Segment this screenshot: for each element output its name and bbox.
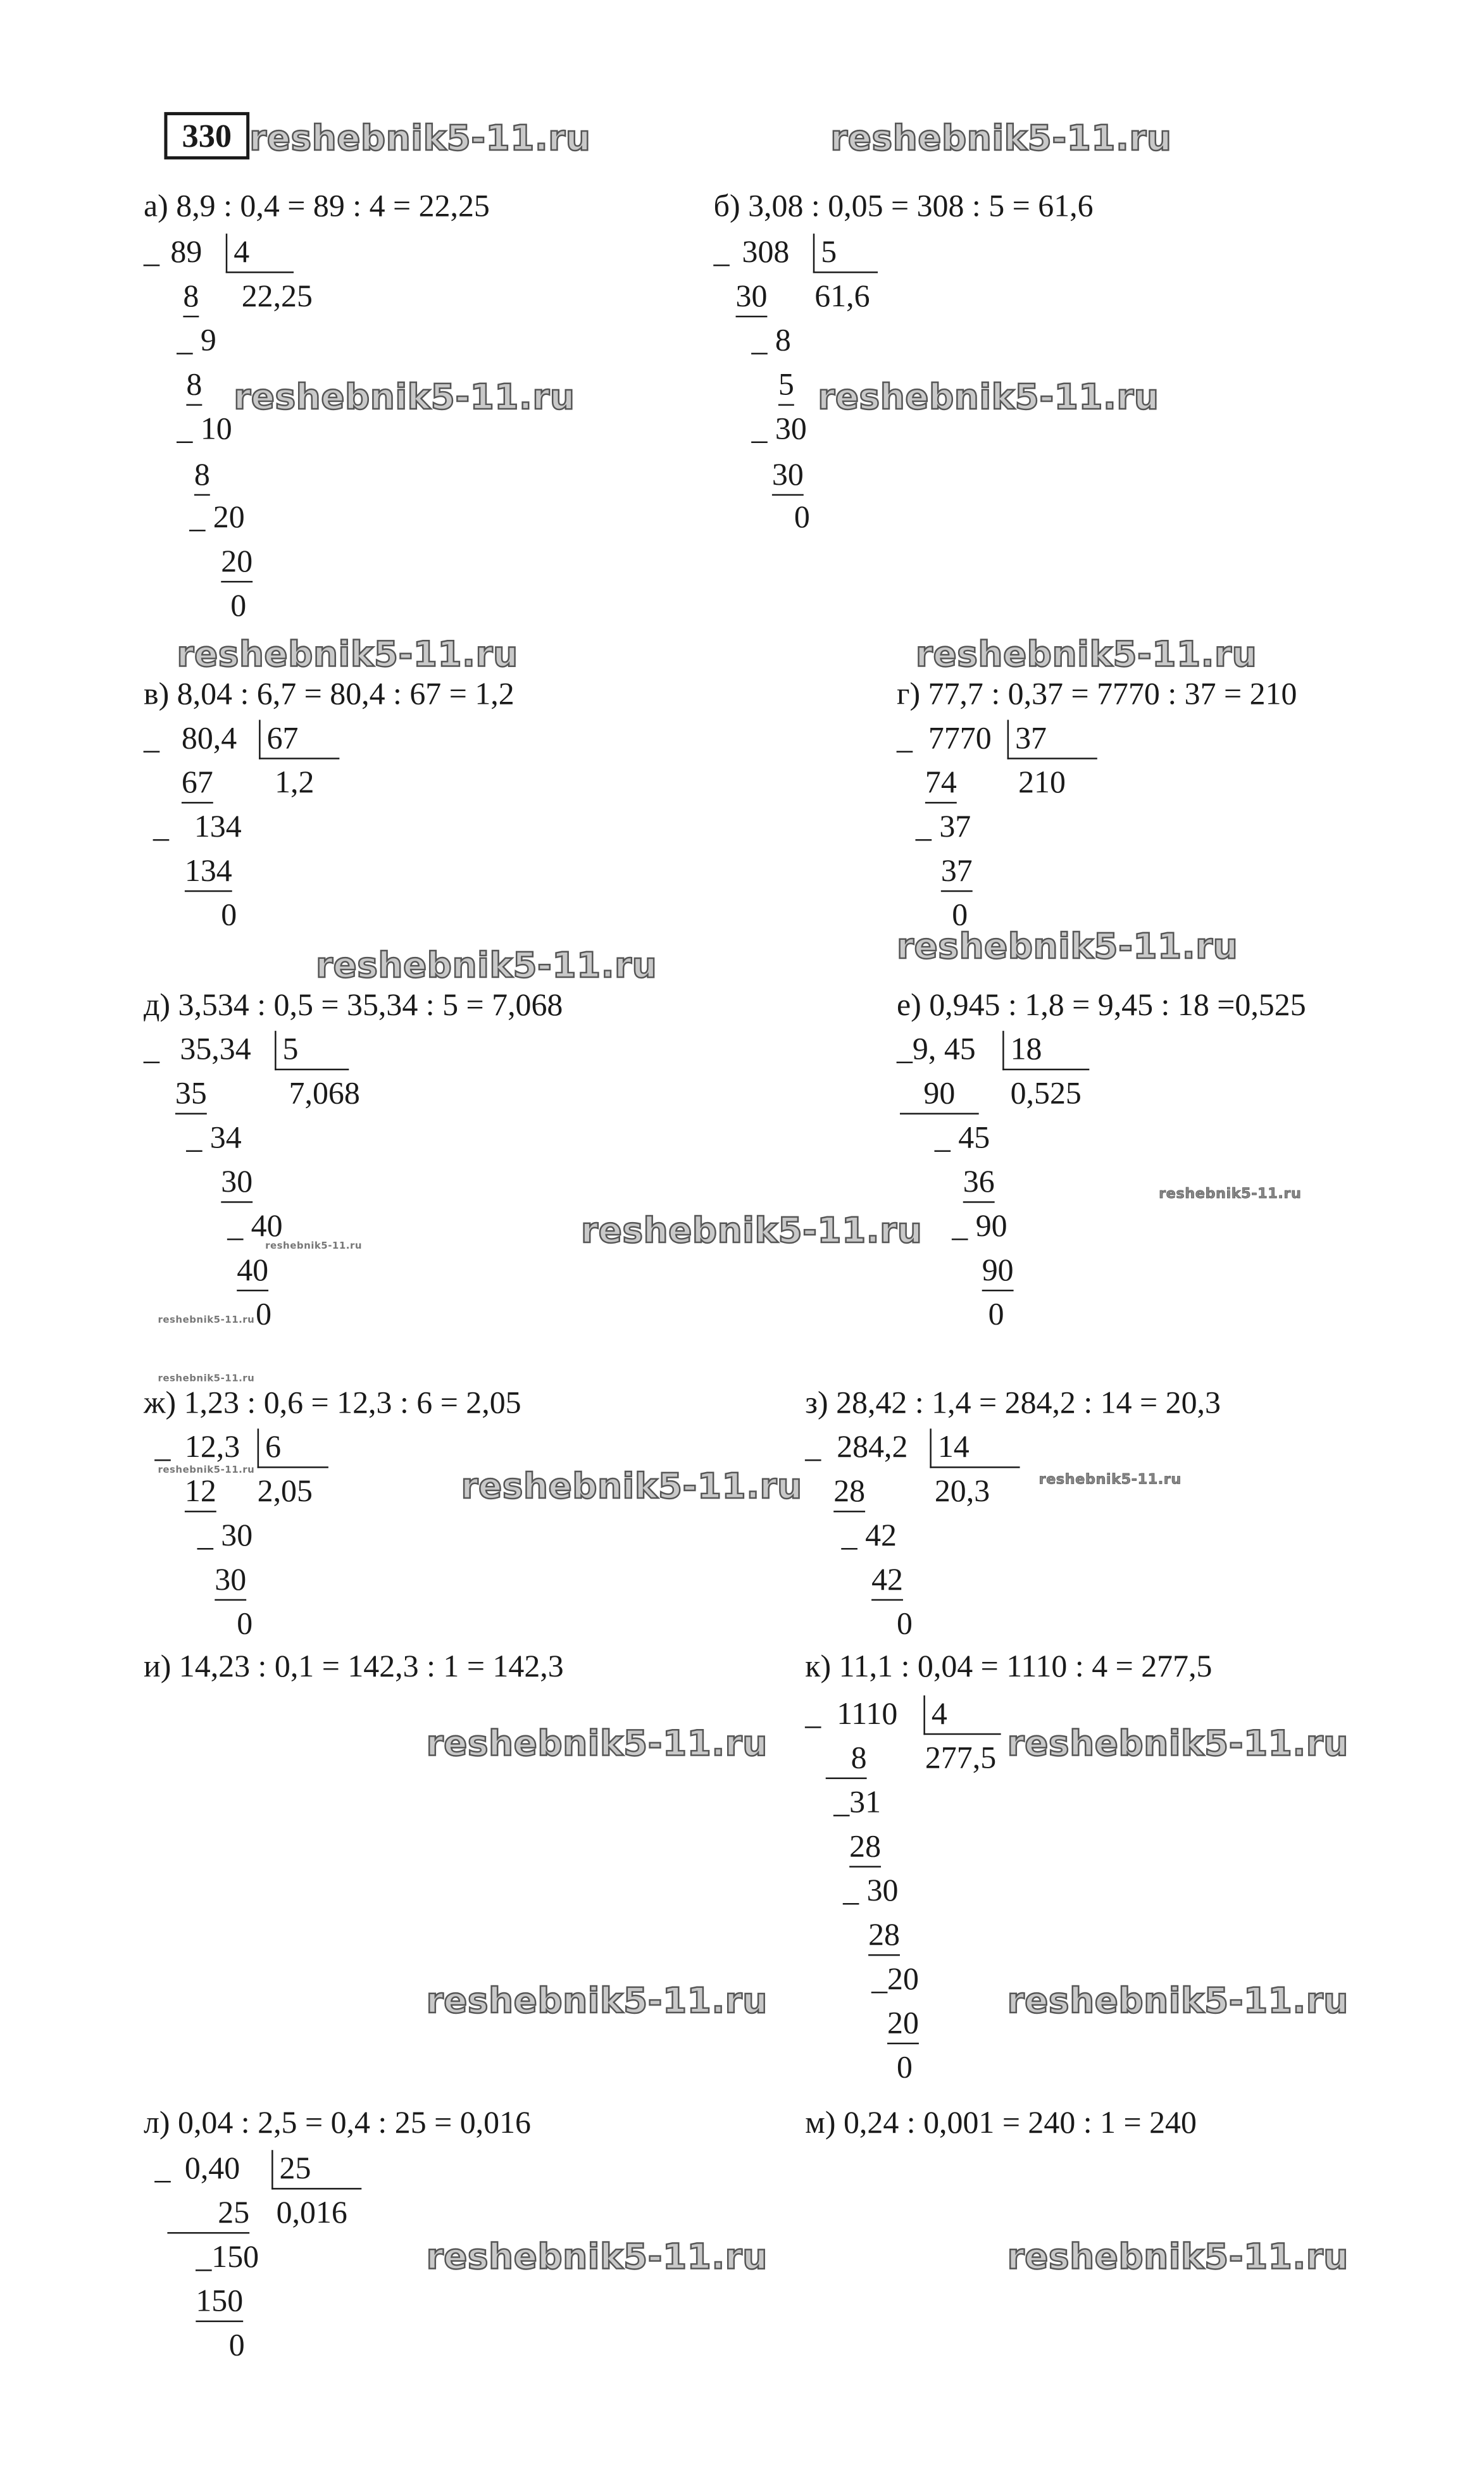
final-remainder: 0 <box>896 2051 913 2085</box>
dividend: 35,34 <box>180 1032 251 1068</box>
equation-z: з) 28,42 : 1,4 = 284,2 : 14 = 20,3 <box>805 1385 1221 1421</box>
minus-sign: _ <box>805 1697 821 1732</box>
subtrahend: 40 <box>237 1252 268 1291</box>
subtrahend: 8 <box>194 456 210 496</box>
final-remainder: 0 <box>230 589 247 624</box>
remainder: _ 20 <box>189 500 245 535</box>
dividend: _9, 45 <box>896 1032 976 1068</box>
minus-sign: _ <box>713 235 730 270</box>
quotient: 0,525 <box>1010 1077 1082 1111</box>
equation-m: м) 0,24 : 0,001 = 240 : 1 = 240 <box>805 2106 1197 2141</box>
equation-b: б) 3,08 : 0,05 = 308 : 5 = 61,6 <box>713 189 1094 225</box>
divisor: 4 <box>226 234 294 273</box>
subtrahend: 42 <box>871 1561 903 1601</box>
task-number: 330 <box>164 112 249 159</box>
subtrahend: 134 <box>185 852 232 892</box>
minus-sign: _ <box>144 721 159 756</box>
quotient: 7,068 <box>289 1077 360 1111</box>
remainder: _ 30 <box>843 1873 899 1909</box>
watermark: reshebnik5-11.ru <box>426 1982 768 2023</box>
remainder: _ 40 <box>227 1209 283 1244</box>
equation-v: в) 8,04 : 6,7 = 80,4 : 67 = 1,2 <box>144 677 514 712</box>
minus-sign: _ <box>144 1032 159 1068</box>
remainder: _20 <box>871 1962 919 1997</box>
subtrahend: 8 <box>826 1740 867 1779</box>
divisor: 4 <box>923 1695 1001 1735</box>
watermark: reshebnik5-11.ru <box>426 2238 768 2278</box>
subtrahend: 8 <box>186 366 202 406</box>
dividend: 1110 <box>837 1697 898 1732</box>
dividend: 7770 <box>928 721 992 756</box>
dividend: 308 <box>742 235 790 270</box>
watermark: reshebnik5-11.ru <box>896 928 1238 968</box>
remainder: _ 90 <box>952 1209 1007 1244</box>
remainder: _ 42 <box>841 1518 897 1554</box>
subtrahend: 37 <box>941 852 973 892</box>
final-remainder: 0 <box>237 1607 253 1642</box>
quotient: 2,05 <box>257 1474 313 1509</box>
dividend: 284,2 <box>837 1430 908 1465</box>
equation-a: а) 8,9 : 0,4 = 89 : 4 = 22,25 <box>144 189 490 225</box>
remainder: _ 8 <box>751 323 791 359</box>
subtrahend: 30 <box>221 1163 253 1202</box>
quotient: 0,016 <box>276 2195 347 2231</box>
equation-d: д) 3,534 : 0,5 = 35,34 : 5 = 7,068 <box>144 988 563 1023</box>
watermark: reshebnik5-11.ru <box>830 120 1172 159</box>
subtrahend: 150 <box>196 2283 243 2322</box>
remainder: _ 30 <box>197 1518 253 1554</box>
equation-l: л) 0,04 : 2,5 = 0,4 : 25 = 0,016 <box>144 2106 531 2141</box>
equation-k: к) 11,1 : 0,04 = 1110 : 4 = 277,5 <box>805 1649 1213 1685</box>
divisor: 5 <box>275 1031 349 1070</box>
watermark: reshebnik5-11.ru <box>1007 1982 1349 2023</box>
minus-sign: _ <box>144 235 159 270</box>
minus-sign: _ <box>153 809 169 845</box>
subtrahend: 28 <box>868 1916 900 1956</box>
quotient: 277,5 <box>925 1741 997 1776</box>
equation-zh: ж) 1,23 : 0,6 = 12,3 : 6 = 2,05 <box>144 1385 521 1421</box>
final-remainder: 0 <box>794 500 810 535</box>
equation-e: е) 0,945 : 1,8 = 9,45 : 18 =0,525 <box>896 988 1306 1023</box>
subtrahend: 30 <box>215 1561 246 1601</box>
subtrahend: 74 <box>925 764 957 803</box>
remainder: 134 <box>194 809 242 845</box>
divisor: 18 <box>1002 1031 1089 1070</box>
divisor: 37 <box>1007 720 1097 759</box>
final-remainder: 0 <box>896 1607 913 1642</box>
divisor: 14 <box>930 1428 1019 1468</box>
divisor: 6 <box>258 1428 328 1468</box>
watermark: reshebnik5-11.ru <box>158 1464 255 1476</box>
dividend: 12,3 <box>184 1430 240 1465</box>
minus-sign: _ <box>805 1430 821 1465</box>
subtrahend: 67 <box>182 764 213 803</box>
subtrahend: 90 <box>982 1252 1014 1291</box>
minus-sign: _ <box>154 2151 171 2187</box>
final-remainder: 0 <box>228 2328 245 2363</box>
minus-sign: _ <box>896 721 913 756</box>
watermark: reshebnik5-11.ru <box>1038 1473 1182 1489</box>
watermark: reshebnik5-11.ru <box>426 1725 768 1765</box>
subtrahend: 30 <box>736 278 768 317</box>
remainder: _150 <box>196 2240 259 2275</box>
dividend: 0,40 <box>184 2151 240 2187</box>
watermark: reshebnik5-11.ru <box>1159 1187 1302 1203</box>
watermark: reshebnik5-11.ru <box>818 378 1159 418</box>
watermark: reshebnik5-11.ru <box>461 1468 802 1508</box>
watermark: reshebnik5-11.ru <box>915 636 1257 676</box>
final-remainder: 0 <box>988 1297 1004 1333</box>
divisor: 5 <box>813 234 878 273</box>
remainder: _ 37 <box>915 809 971 845</box>
subtrahend: 28 <box>849 1828 881 1867</box>
dividend: 89 <box>170 235 203 270</box>
remainder: _ 34 <box>186 1120 242 1156</box>
watermark: reshebnik5-11.ru <box>265 1240 362 1252</box>
subtrahend: 30 <box>772 456 804 496</box>
subtrahend: 28 <box>833 1473 865 1512</box>
quotient: 1,2 <box>275 765 315 801</box>
watermark: reshebnik5-11.ru <box>234 378 575 418</box>
final-remainder: 0 <box>221 898 237 933</box>
quotient: 210 <box>1018 765 1066 801</box>
subtrahend: 90 <box>900 1075 979 1114</box>
subtrahend: 5 <box>778 366 794 406</box>
remainder: _ 30 <box>751 412 807 447</box>
watermark: reshebnik5-11.ru <box>249 120 591 159</box>
final-remainder: 0 <box>256 1297 272 1333</box>
watermark: reshebnik5-11.ru <box>158 1373 255 1385</box>
equation-i: и) 14,23 : 0,1 = 142,3 : 1 = 142,3 <box>144 1649 564 1685</box>
watermark: reshebnik5-11.ru <box>177 636 518 676</box>
minus-sign: _ <box>154 1430 171 1465</box>
quotient: 61,6 <box>814 279 870 315</box>
subtrahend: 20 <box>887 2005 919 2044</box>
subtrahend: 12 <box>185 1473 216 1512</box>
final-remainder: 0 <box>952 898 968 933</box>
divisor: 25 <box>271 2150 361 2189</box>
subtrahend: 35 <box>175 1075 207 1114</box>
watermark: reshebnik5-11.ru <box>1007 1725 1349 1765</box>
watermark: reshebnik5-11.ru <box>158 1314 255 1327</box>
subtrahend: 20 <box>221 543 253 582</box>
subtrahend: 36 <box>963 1163 995 1202</box>
remainder: _ 9 <box>177 323 216 359</box>
remainder: _ 45 <box>934 1120 990 1156</box>
dividend: 80,4 <box>181 721 237 756</box>
remainder: _ 10 <box>177 412 232 447</box>
remainder: _31 <box>833 1785 882 1820</box>
quotient: 22,25 <box>241 279 313 315</box>
watermark: reshebnik5-11.ru <box>581 1212 923 1252</box>
watermark: reshebnik5-11.ru <box>315 947 658 987</box>
quotient: 20,3 <box>934 1474 990 1509</box>
watermark: reshebnik5-11.ru <box>1007 2238 1349 2278</box>
subtrahend: 8 <box>183 278 199 317</box>
equation-g: г) 77,7 : 0,37 = 7770 : 37 = 210 <box>896 677 1297 712</box>
subtrahend: 25 <box>167 2194 249 2233</box>
divisor: 67 <box>259 720 339 759</box>
